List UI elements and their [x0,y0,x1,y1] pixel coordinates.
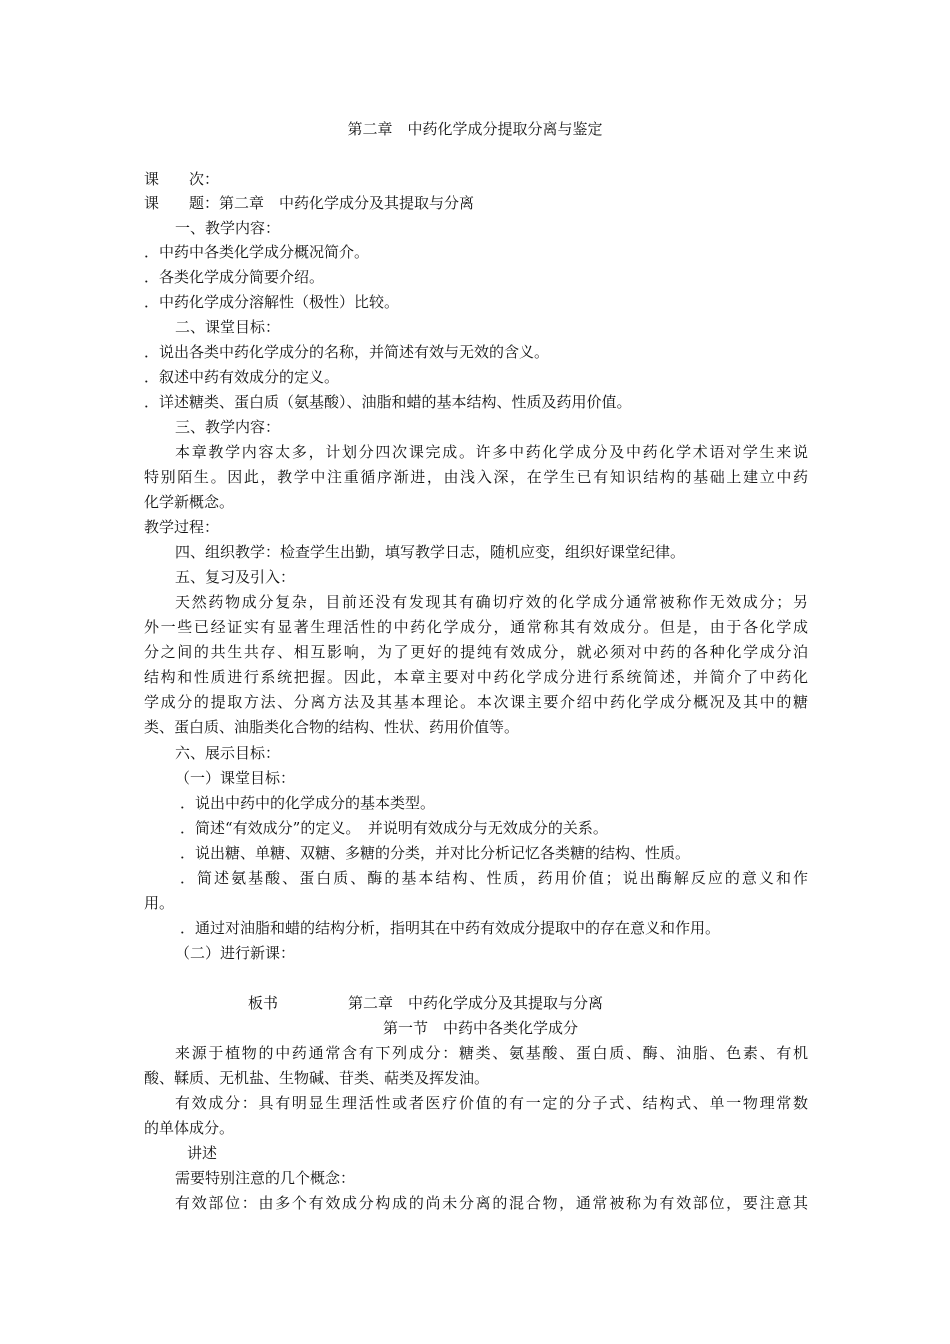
document-title: 第二章 中药化学成分提取分离与鉴定 [347,120,603,138]
paragraph-line: 的单体成分。 [144,1119,235,1137]
paragraph-line: 来源于植物的中药通常含有下列成分：糖类、氨基酸、蛋白质、酶、油脂、色素、有机 [175,1044,808,1062]
concepts-heading: 需要特别注意的几个概念： [175,1169,356,1187]
paragraph-line: 酸、鞣质、无机盐、生物碱、苷类、萜类及挥发油。 [144,1069,490,1087]
display-item: ．说出糖、单糖、双糖、多糖的分类，并对比分析记忆各类糖的结构、性质。 [180,844,691,862]
class-goals-item: ．说出各类中药化学成分的名称，并简述有效与无效的含义。 [144,343,550,361]
process-heading: 教学过程： [144,518,220,536]
board-section: 第一节 中药中各类化学成分 [383,1019,579,1037]
paragraph-line: 外一些已经证实有显著生理活性的中药化学成分，通常称其有效成分。但是，由于各化学成 [144,618,808,636]
paragraph-line: 天然药物成分复杂，目前还没有发现其有确切疗效的化学成分通常被称作无效成分；另 [175,593,808,611]
paragraph-line: 类、蛋白质、油脂类化合物的结构、性状、药用价值等。 [144,718,520,736]
display-item: ．说出中药中的化学成分的基本类型。 [180,794,436,812]
teaching-content-item: ．中药中各类化学成分概况简介。 [144,243,370,261]
teaching-content-item: ．各类化学成分简要介绍。 [144,268,325,286]
display-heading: 六、展示目标： [175,744,281,762]
review-heading: 五、复习及引入： [175,568,296,586]
class-goals-heading: 二、课堂目标： [175,318,281,336]
display-item: ．通过对油脂和蜡的结构分析，指明其在中药有效成分提取中的存在意义和作用。 [180,919,721,937]
display-item: ．简述氨基酸、蛋白质、酶的基本结构、性质，药用价值；说出酶解反应的意义和作 [180,869,808,887]
paragraph-line: 学成分的提取方法、分离方法及其基本理论。本次课主要介绍中药化学成分概况及其中的糖 [144,693,808,711]
paragraph-line: 有效成分：具有明显生理活性或者医疗价值的有一定的分子式、结构式、单一物理常数 [175,1094,808,1112]
teaching-content-heading: 一、教学内容： [175,219,281,237]
board-label: 板书 [248,994,279,1012]
display-item: 用。 [144,894,175,912]
paragraph-line: 结构和性质进行系统把握。因此，本章主要对中药化学成分进行系统简述，并简介了中药化 [144,668,808,686]
paragraph-line: 分之间的共生共存、相互影响，为了更好的提纯有效成分，就必须对中药的各种化学成分泊 [144,643,808,661]
display-sub-heading: （一）课堂目标： [175,769,296,787]
lecture-label: 讲述 [187,1144,218,1162]
teaching-content-item: ．中药化学成分溶解性（极性）比较。 [144,293,400,311]
class-goals-item: ．详述糖类、蛋白质（氨基酸）、油脂和蜡的基本结构、性质及药用价值。 [144,393,632,411]
teaching-content2-heading: 三、教学内容： [175,418,281,436]
board-chapter: 第二章 中药化学成分及其提取与分离 [348,994,604,1012]
display-item: ．简述“有效成分”的定义。 并说明有效成分与无效成分的关系。 [180,819,608,837]
lesson-count: 课 次： [144,170,220,188]
class-goals-item: ．叙述中药有效成分的定义。 [144,368,340,386]
paragraph-line: 特别陌生。因此，教学中注重循序渐进，由浅入深，在学生已有知识结构的基础上建立中药 [144,468,808,486]
paragraph-line: 有效部位：由多个有效成分构成的尚未分离的混合物，通常被称为有效部位，要注意其 [175,1194,808,1212]
paragraph-line: 化学新概念。 [144,493,235,511]
paragraph-line: 本章教学内容太多，计划分四次课完成。许多中药化学成分及中药化学术语对学生来说 [175,443,808,461]
organize-line: 四、组织教学：检查学生出勤，填写教学日志，随机应变，组织好课堂纪律。 [175,543,686,561]
lesson-topic: 课 题：第二章 中药化学成分及其提取与分离 [144,194,475,212]
display-sub-heading: （二）进行新课： [175,944,296,962]
